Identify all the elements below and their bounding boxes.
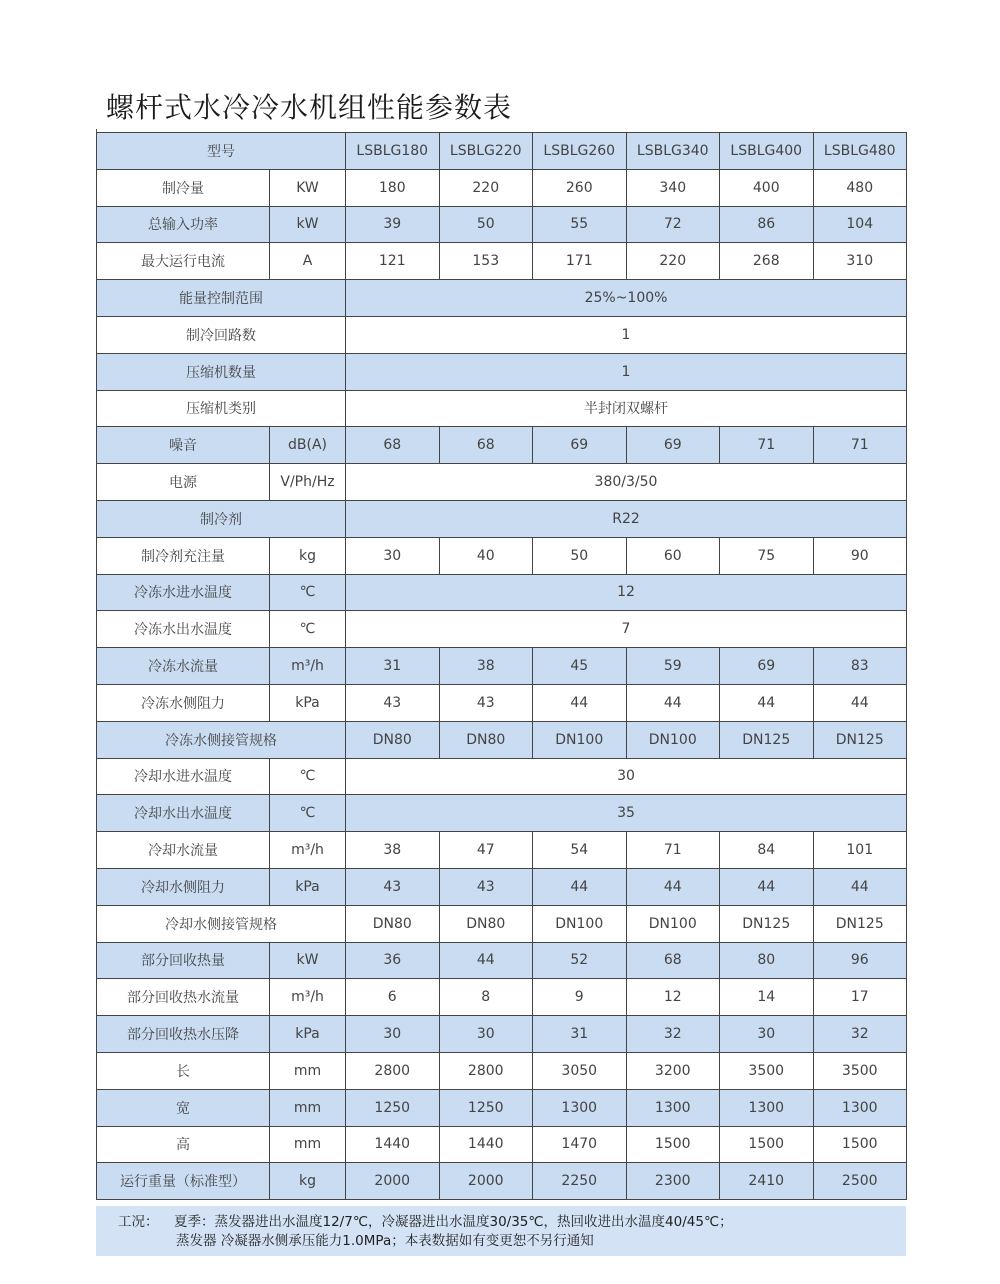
row-unit: m³/h <box>270 648 346 685</box>
value-cell: 2000 <box>346 1163 440 1200</box>
value-cell: 40 <box>439 537 533 574</box>
value-cell: DN100 <box>626 721 720 758</box>
value-cell: 72 <box>626 206 720 243</box>
row-unit: kW <box>270 206 346 243</box>
row-label: 部分回收热水压降 <box>97 1016 270 1053</box>
table-row <box>97 758 907 795</box>
row-unit: kPa <box>270 1016 346 1053</box>
row-label: 运行重量（标准型） <box>97 1163 270 1200</box>
table-row <box>97 280 907 317</box>
row-label: 冷冻水侧阻力 <box>97 684 270 721</box>
value-cell: 101 <box>813 832 907 869</box>
value-cell: DN80 <box>346 721 440 758</box>
value-cell: 43 <box>439 684 533 721</box>
value-cell: 52 <box>533 942 627 979</box>
value-cell: 3050 <box>533 1052 627 1089</box>
row-unit: kPa <box>270 868 346 905</box>
table-row <box>97 905 907 942</box>
value-cell: 69 <box>533 427 627 464</box>
table-row <box>97 243 907 280</box>
row-label: 冷却水出水温度 <box>97 795 270 832</box>
value-cell: 340 <box>626 169 720 206</box>
row-label: 冷冻水进水温度 <box>97 574 270 611</box>
table-row <box>97 316 907 353</box>
value-cell: 1250 <box>439 1089 533 1126</box>
model-header-cell: LSBLG260 <box>533 133 627 170</box>
merged-value-cell: 1 <box>346 353 907 390</box>
row-unit: mm <box>270 1052 346 1089</box>
model-header-cell: LSBLG340 <box>626 133 720 170</box>
value-cell: 260 <box>533 169 627 206</box>
value-cell: 1440 <box>439 1126 533 1163</box>
row-label: 部分回收热量 <box>97 942 270 979</box>
value-cell: 44 <box>626 868 720 905</box>
notes-line-1 <box>118 1213 906 1232</box>
value-cell: 1300 <box>813 1089 907 1126</box>
value-cell: 9 <box>533 979 627 1016</box>
value-cell: 68 <box>439 427 533 464</box>
row-label: 制冷回路数 <box>97 316 346 353</box>
value-cell: 50 <box>439 206 533 243</box>
value-cell: 71 <box>720 427 814 464</box>
value-cell: 44 <box>533 868 627 905</box>
model-header-cell: LSBLG480 <box>813 133 907 170</box>
page-title: 螺杆式水冷冷水机组性能参数表 <box>106 91 513 124</box>
notes-text-1: 夏季：蒸发器进出水温度12/7℃，冷凝器进出水温度30/35℃，热回收进出水温度40/45℃； <box>174 1214 733 1230</box>
value-cell: 8 <box>439 979 533 1016</box>
table-row <box>97 169 907 206</box>
value-cell: 90 <box>813 537 907 574</box>
table-row <box>97 832 907 869</box>
value-cell: 17 <box>813 979 907 1016</box>
table-row <box>97 206 907 243</box>
value-cell: 2800 <box>439 1052 533 1089</box>
row-unit: A <box>270 243 346 280</box>
merged-value-cell: 380/3/50 <box>346 464 907 501</box>
table-row <box>97 1089 907 1126</box>
table-row <box>97 1163 907 1200</box>
value-cell: 68 <box>346 427 440 464</box>
row-unit: m³/h <box>270 979 346 1016</box>
row-label: 总输入功率 <box>97 206 270 243</box>
row-label: 冷却水进水温度 <box>97 758 270 795</box>
value-cell: 59 <box>626 648 720 685</box>
value-cell: 3500 <box>720 1052 814 1089</box>
value-cell: DN125 <box>720 721 814 758</box>
table-row <box>97 500 907 537</box>
value-cell: 171 <box>533 243 627 280</box>
value-cell: 1470 <box>533 1126 627 1163</box>
row-label: 压缩机类别 <box>97 390 346 427</box>
value-cell: DN100 <box>533 905 627 942</box>
row-unit: kW <box>270 942 346 979</box>
table-row <box>97 868 907 905</box>
row-label: 冷却水侧接管规格 <box>97 905 346 942</box>
notes-box <box>96 1206 906 1256</box>
notes-label: 工况： <box>118 1214 159 1230</box>
row-label: 制冷量 <box>97 169 270 206</box>
value-cell: DN100 <box>626 905 720 942</box>
table-row <box>97 795 907 832</box>
value-cell: 36 <box>346 942 440 979</box>
spec-table-body <box>97 133 907 1200</box>
value-cell: 55 <box>533 206 627 243</box>
value-cell: 75 <box>720 537 814 574</box>
value-cell: 2000 <box>439 1163 533 1200</box>
value-cell: 2250 <box>533 1163 627 1200</box>
value-cell: 30 <box>346 537 440 574</box>
table-row <box>97 684 907 721</box>
value-cell: 480 <box>813 169 907 206</box>
row-unit: mm <box>270 1126 346 1163</box>
value-cell: DN80 <box>346 905 440 942</box>
value-cell: 14 <box>720 979 814 1016</box>
value-cell: 1300 <box>720 1089 814 1126</box>
value-cell: 1500 <box>813 1126 907 1163</box>
row-label: 冷却水流量 <box>97 832 270 869</box>
row-unit: ℃ <box>270 574 346 611</box>
value-cell: 400 <box>720 169 814 206</box>
value-cell: 38 <box>439 648 533 685</box>
row-label: 能量控制范围 <box>97 280 346 317</box>
merged-value-cell: 30 <box>346 758 907 795</box>
table-row <box>97 942 907 979</box>
merged-value-cell: 7 <box>346 611 907 648</box>
value-cell: 69 <box>720 648 814 685</box>
header-model-label: 型号 <box>97 133 346 170</box>
value-cell: 71 <box>626 832 720 869</box>
merged-value-cell: R22 <box>346 500 907 537</box>
row-unit: kg <box>270 537 346 574</box>
row-label: 制冷剂 <box>97 500 346 537</box>
table-row <box>97 353 907 390</box>
table-row <box>97 537 907 574</box>
value-cell: 44 <box>813 868 907 905</box>
value-cell: 1500 <box>626 1126 720 1163</box>
value-cell: 30 <box>346 1016 440 1053</box>
row-label: 最大运行电流 <box>97 243 270 280</box>
value-cell: 32 <box>626 1016 720 1053</box>
value-cell: 44 <box>720 868 814 905</box>
table-row <box>97 427 907 464</box>
row-unit: ℃ <box>270 795 346 832</box>
value-cell: DN125 <box>813 905 907 942</box>
table-row <box>97 1052 907 1089</box>
value-cell: 43 <box>346 684 440 721</box>
value-cell: 38 <box>346 832 440 869</box>
table-row <box>97 648 907 685</box>
value-cell: 3200 <box>626 1052 720 1089</box>
value-cell: 104 <box>813 206 907 243</box>
row-label: 冷冻水侧接管规格 <box>97 721 346 758</box>
value-cell: 69 <box>626 427 720 464</box>
value-cell: 45 <box>533 648 627 685</box>
value-cell: 43 <box>439 868 533 905</box>
merged-value-cell: 12 <box>346 574 907 611</box>
value-cell: 180 <box>346 169 440 206</box>
value-cell: 3500 <box>813 1052 907 1089</box>
table-row <box>97 1016 907 1053</box>
value-cell: 68 <box>626 942 720 979</box>
value-cell: 39 <box>346 206 440 243</box>
value-cell: 31 <box>346 648 440 685</box>
row-label: 冷冻水出水温度 <box>97 611 270 648</box>
value-cell: 44 <box>439 942 533 979</box>
table-row <box>97 721 907 758</box>
value-cell: 96 <box>813 942 907 979</box>
merged-value-cell: 半封闭双螺杆 <box>346 390 907 427</box>
value-cell: DN100 <box>533 721 627 758</box>
row-label: 压缩机数量 <box>97 353 346 390</box>
value-cell: DN125 <box>813 721 907 758</box>
value-cell: 43 <box>346 868 440 905</box>
value-cell: 1440 <box>346 1126 440 1163</box>
value-cell: 44 <box>533 684 627 721</box>
notes-line-2: 蒸发器 冷凝器水侧承压能力1.0MPa；本表数据如有变更恕不另行通知 <box>176 1233 594 1249</box>
row-unit: mm <box>270 1089 346 1126</box>
table-row <box>97 464 907 501</box>
row-label: 冷却水侧阻力 <box>97 868 270 905</box>
value-cell: 121 <box>346 243 440 280</box>
value-cell: 80 <box>720 942 814 979</box>
value-cell: 54 <box>533 832 627 869</box>
value-cell: 2500 <box>813 1163 907 1200</box>
row-unit: ℃ <box>270 758 346 795</box>
row-label: 宽 <box>97 1089 270 1126</box>
value-cell: 220 <box>626 243 720 280</box>
table-header-row <box>97 133 907 170</box>
table-row <box>97 1126 907 1163</box>
value-cell: 44 <box>626 684 720 721</box>
row-unit: kPa <box>270 684 346 721</box>
model-header-cell: LSBLG400 <box>720 133 814 170</box>
value-cell: 83 <box>813 648 907 685</box>
row-label: 电源 <box>97 464 270 501</box>
merged-value-cell: 1 <box>346 316 907 353</box>
model-header-cell: LSBLG220 <box>439 133 533 170</box>
value-cell: 220 <box>439 169 533 206</box>
row-label: 噪音 <box>97 427 270 464</box>
table-row <box>97 390 907 427</box>
value-cell: 268 <box>720 243 814 280</box>
value-cell: 1300 <box>626 1089 720 1126</box>
value-cell: 31 <box>533 1016 627 1053</box>
value-cell: 86 <box>720 206 814 243</box>
row-unit: m³/h <box>270 832 346 869</box>
value-cell: 153 <box>439 243 533 280</box>
value-cell: 71 <box>813 427 907 464</box>
row-unit: V/Ph/Hz <box>270 464 346 501</box>
value-cell: 44 <box>720 684 814 721</box>
row-unit: dB(A) <box>270 427 346 464</box>
value-cell: 12 <box>626 979 720 1016</box>
row-label: 冷冻水流量 <box>97 648 270 685</box>
value-cell: 30 <box>439 1016 533 1053</box>
value-cell: 1300 <box>533 1089 627 1126</box>
table-row <box>97 574 907 611</box>
row-label: 制冷剂充注量 <box>97 537 270 574</box>
value-cell: 60 <box>626 537 720 574</box>
value-cell: 50 <box>533 537 627 574</box>
model-header-cell: LSBLG180 <box>346 133 440 170</box>
value-cell: 32 <box>813 1016 907 1053</box>
value-cell: 1250 <box>346 1089 440 1126</box>
value-cell: DN125 <box>720 905 814 942</box>
value-cell: 30 <box>720 1016 814 1053</box>
row-unit: KW <box>270 169 346 206</box>
value-cell: 2800 <box>346 1052 440 1089</box>
row-unit: ℃ <box>270 611 346 648</box>
table-row <box>97 611 907 648</box>
table-row <box>97 979 907 1016</box>
value-cell: 2300 <box>626 1163 720 1200</box>
row-label: 高 <box>97 1126 270 1163</box>
row-label: 部分回收热水流量 <box>97 979 270 1016</box>
spec-table <box>96 132 907 1200</box>
value-cell: 84 <box>720 832 814 869</box>
value-cell: 6 <box>346 979 440 1016</box>
value-cell: 310 <box>813 243 907 280</box>
merged-value-cell: 35 <box>346 795 907 832</box>
value-cell: 47 <box>439 832 533 869</box>
row-label: 长 <box>97 1052 270 1089</box>
row-unit: kg <box>270 1163 346 1200</box>
value-cell: 44 <box>813 684 907 721</box>
value-cell: 2410 <box>720 1163 814 1200</box>
value-cell: DN80 <box>439 905 533 942</box>
merged-value-cell: 25%~100% <box>346 280 907 317</box>
value-cell: DN80 <box>439 721 533 758</box>
value-cell: 1500 <box>720 1126 814 1163</box>
